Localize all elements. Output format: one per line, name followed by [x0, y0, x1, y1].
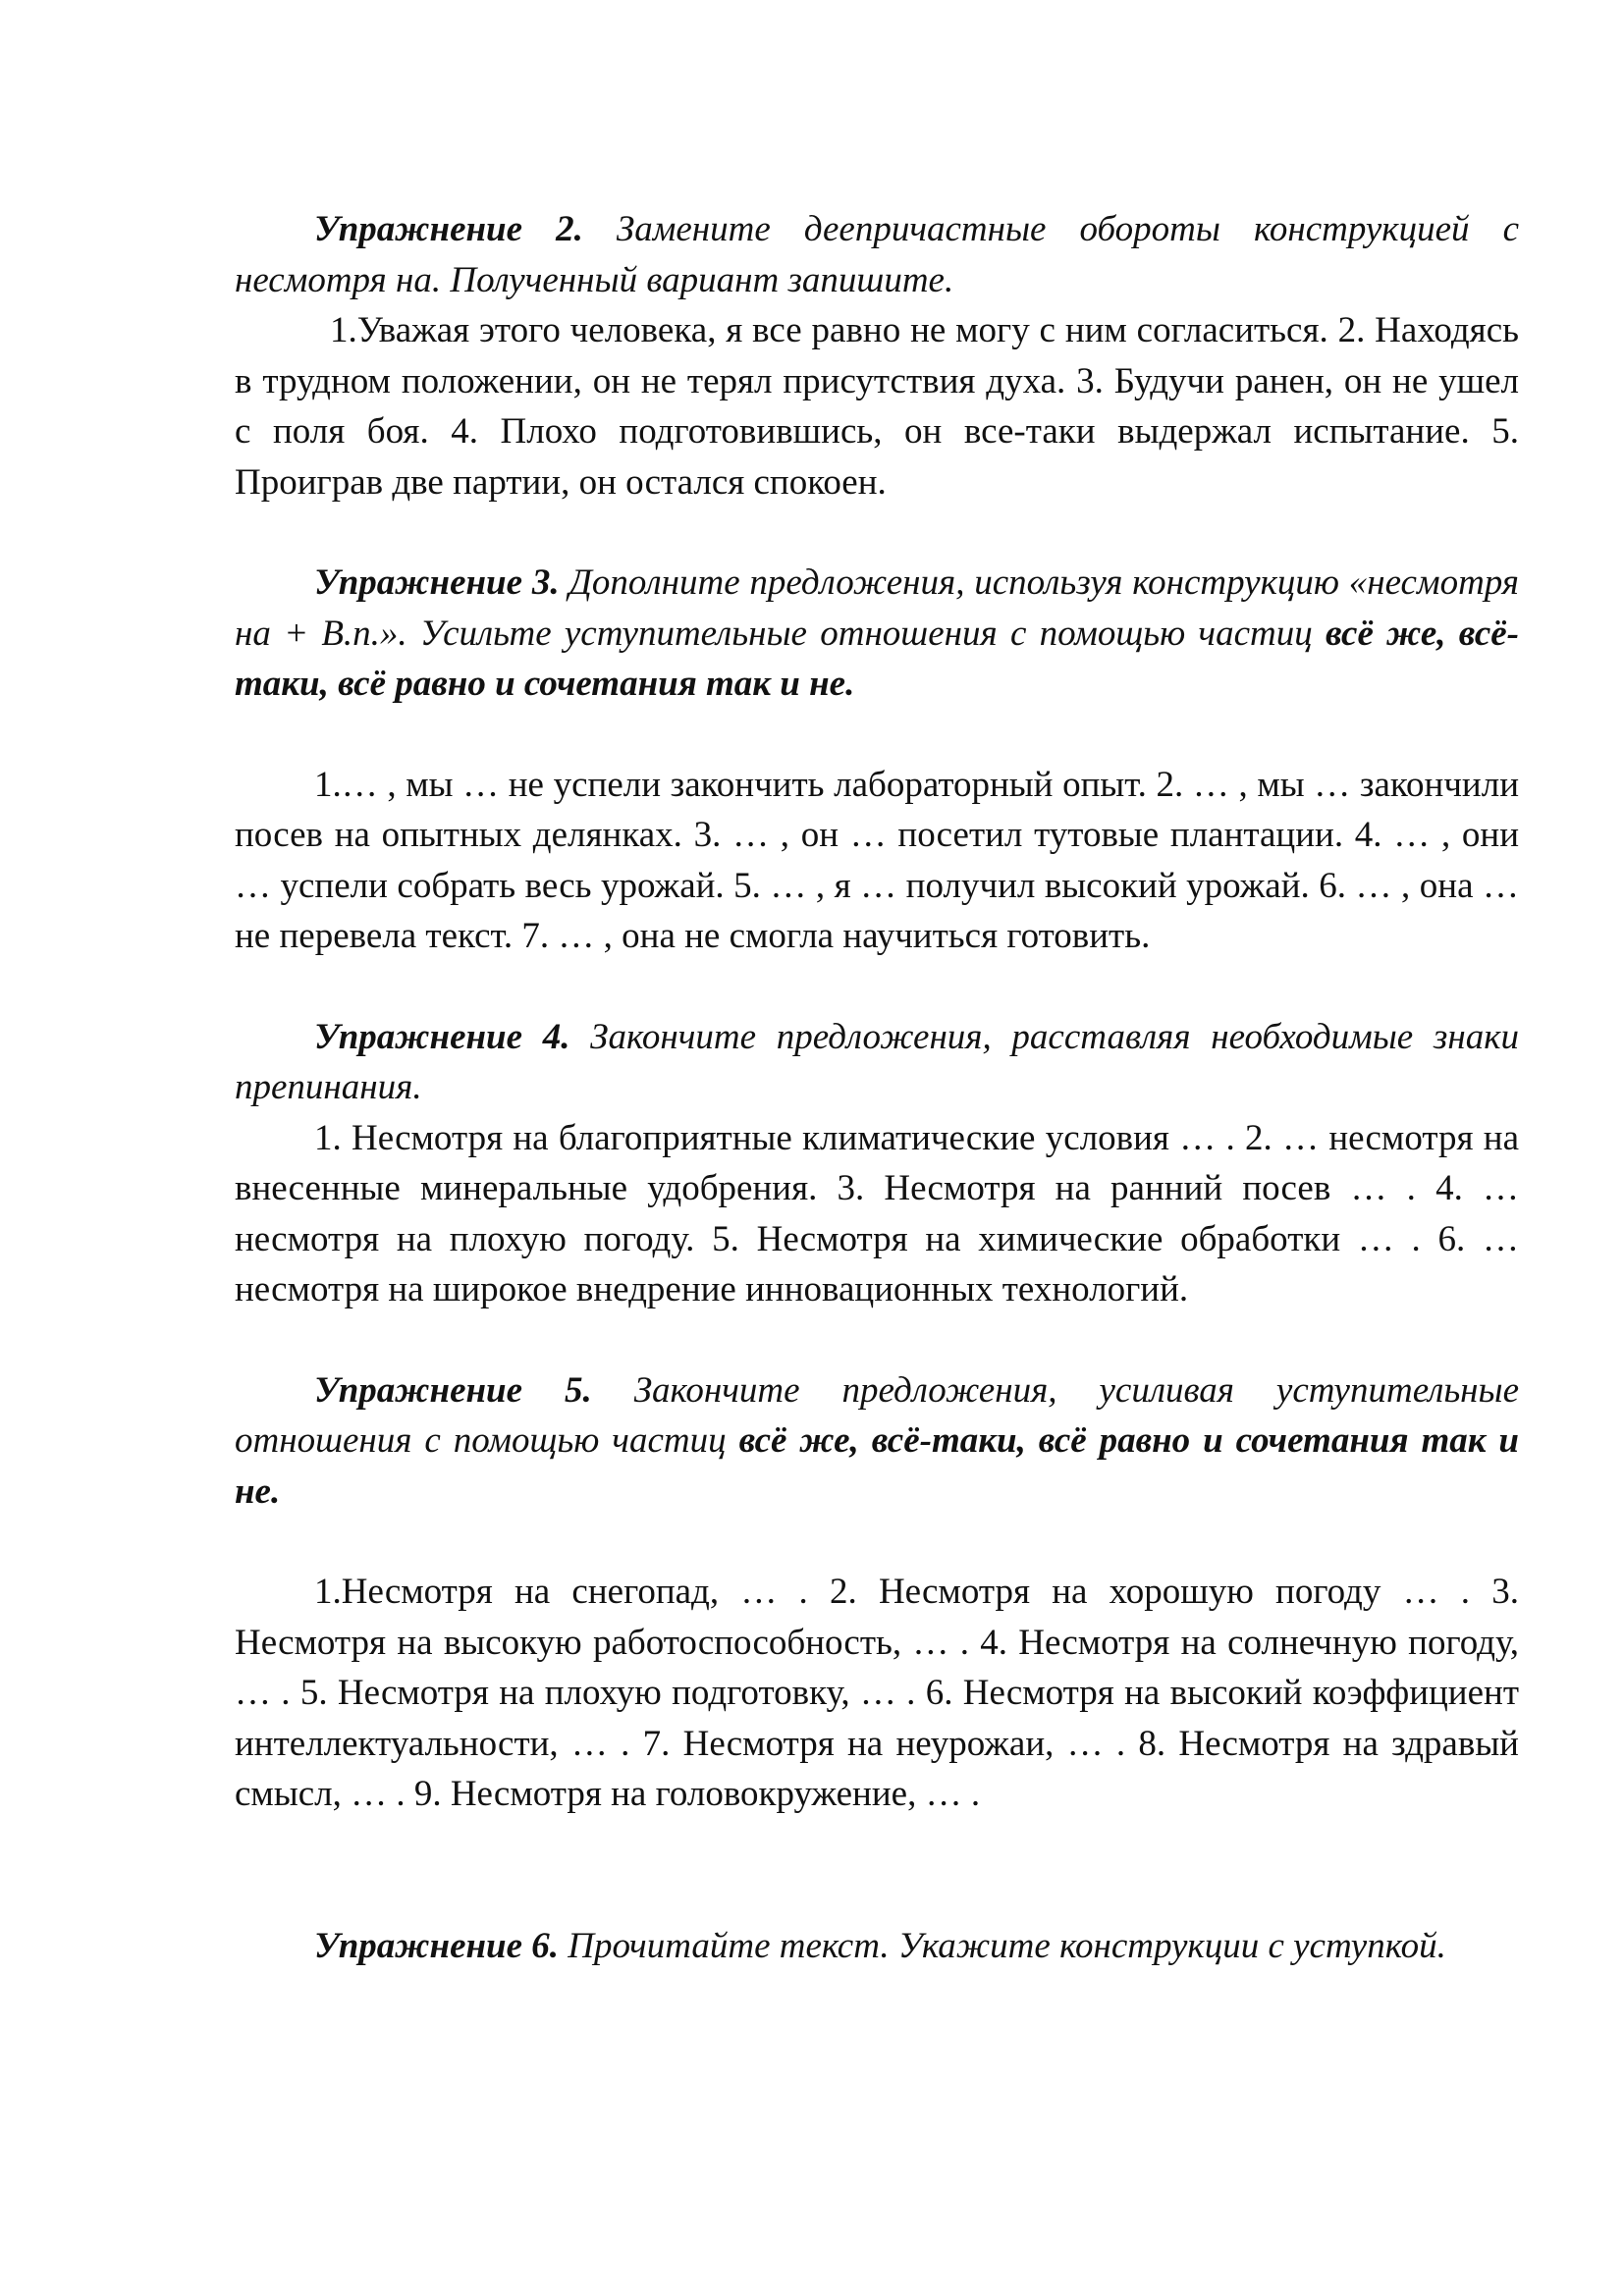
exercise-4-body: 1. Несмотря на благоприятные климатические условия … . 2. … несмотря на внесенные минеральные удобрения. 3. Несмотря на ранний посев … . 4. … несмотря на плохую погоду. 5. Несмотря на химические обработки … . 6. … несмотря на широкое внедрение инновационных технологий.	[235, 1117, 1519, 1309]
exercise-5-particles: всё же, всё-таки, всё равно и сочетания так и не.	[235, 1420, 1520, 1512]
document-page	[235, 204, 1519, 1971]
exercise-3-particles: всё же, всё-таки, всё равно и сочетания так и не.	[235, 613, 1519, 704]
exercise-6-label: Упражнение 6.	[314, 1925, 560, 1966]
exercise-2-label: Упражнение 2.	[314, 209, 583, 249]
exercise-5-heading	[235, 1365, 1519, 1518]
exercise-3-heading	[235, 558, 1519, 710]
spacer	[235, 1517, 1519, 1567]
exercise-2-task: Замените деепричастные обороты конструкцией с несмотря на. Полученный вариант запишите.	[235, 209, 1520, 300]
spacer	[235, 507, 1519, 558]
exercise-3-body: 1.… , мы … не успели закончить лабораторный опыт. 2. … , мы … закончили посев на опытных делянках. 3. … , он … посетил тутовые плантации. 4. … , они … успели собрать весь урожай. 5. … , я … получил высокий урожай. 6. … , она … не перевела текст. 7. … , она не смогла научиться готовить.	[235, 764, 1519, 956]
exercise-6-task: Прочитайте текст. Укажите конструкции с уступкой.	[568, 1925, 1446, 1966]
exercise-5-body: 1.Несмотря на снегопад, … . 2. Несмотря на хорошую погоду … . 3. Несмотря на высокую работоспособность, … . 4. Несмотря на солнечную погоду, … . 5. Несмотря на плохую подготовку, … . 6. Несмотря на высокий коэффициент интеллектуальности, … . 7. Несмотря на неурожаи, … . 8. Несмотря на здравый смысл, … . 9. Несмотря на головокружение, … .	[235, 1572, 1519, 1814]
exercise-4-heading	[235, 1012, 1519, 1113]
spacer	[235, 710, 1519, 760]
exercise-4-label: Упражнение 4.	[314, 1016, 570, 1057]
exercise-3-label: Упражнение 3.	[314, 562, 560, 603]
spacer	[235, 962, 1519, 1012]
exercise-5-label: Упражнение 5.	[314, 1369, 592, 1411]
spacer	[235, 1315, 1519, 1365]
exercise-2-heading	[235, 204, 1519, 305]
spacer	[235, 1820, 1519, 1921]
exercise-2-body: 1.Уважая этого человека, я все равно не могу с ним согласиться. 2. Находясь в трудном положении, он не терял присутствия духа. 3. Будучи ранен, он не ушел с поля боя. 4. Плохо подготовившись, он все-таки выдержал испытание. 5. Проиграв две партии, он остался спокоен.	[235, 310, 1519, 503]
exercise-6-heading	[235, 1921, 1519, 1972]
exercise-3-task: Дополните предложения, используя конструкцию «несмотря на + В.п.». Усильте уступительные отношения с помощью частиц	[235, 562, 1520, 654]
exercise-5-task: Закончите предложения, усиливая уступительные отношения с помощью частиц	[235, 1369, 1520, 1461]
exercise-4-task: Закончите предложения, расставляя необходимые знаки препинания.	[235, 1016, 1520, 1107]
